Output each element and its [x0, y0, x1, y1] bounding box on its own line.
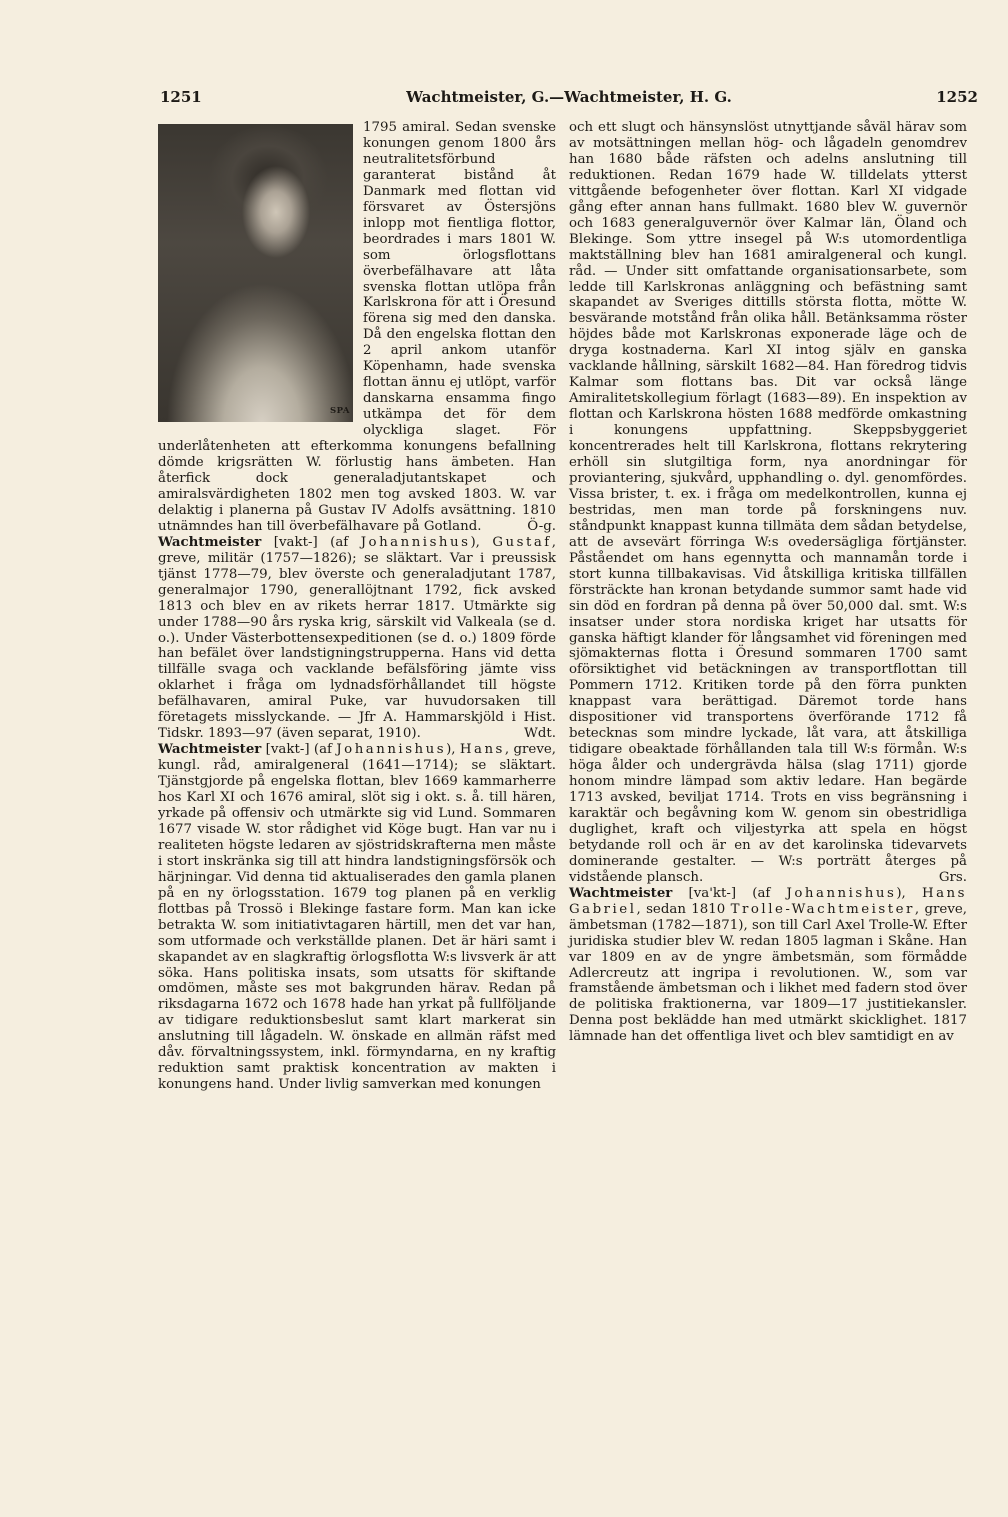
entry-text: , greve, kungl. råd, amiralgeneral (1641—1714); se släktart. Tjänstgjorde på engelska flottan, blev 1669 kammarherre hos Karl XI och 1676 amiral, slöt sig i okt. s. å. till hären, yrkade på offensiv och utmärkte sig vid Lund. Sommaren 1677 visade W. stor rådighet vid Köge bugt. Han var nu i realiteten högste ledaren av sjöstridskrafterna men måste i stort inskränka sig till att hindra landstigningsförsök och härjningar. Vid denna tid aktualiserades den gamla planen på en ny örlogsstation. 1679 tog planen på en verklig flottbas på Trossö i Blekinge fastare form. Man kan icke betrakta W. som initiativtagaren härtill, men det var han, som utformade och verkställde planen. Det är häri samt i skapandet av en slagkraftig örlogsflotta W:s livsverk är att söka. Hans politiska insats, som utsatts för skiftande omdömen, måste ses mot bakgrunden härav. Redan på riksdagarna 1672 och 1678 hade han yrkat på fullföljande av tidigare reduktionsbeslut samt klart markerat sin anslutning till lågadeln. W. önskade en allmän räfst med dåv. förvaltningssystem, inkl. förmyndarna, en ny kraftig reduktion samt praktisk koncentration av makten i konungens hand. Under livlig samverkan med konungen [158, 742, 556, 1093]
entry-wachtmeister-g-continued [158, 120, 556, 535]
entry-wachtmeister-hans-continued [569, 120, 967, 886]
author-signature: Grs. [938, 869, 967, 885]
entry-text: , greve, ämbetsman (1782—1871), son till Carl Axel Trolle-W. Efter juridiska studier blev W. redan 1805 lagman i Skåne. Han var 1809 en av de yngre ämbetsmän, som förmådde Adlercreutz att ingripa i revolutionen. W., som var framstående ämbetsman och i likhet med fadern stod över de politiska fraktionerna, var 1809—17 justitiekansler. Denna post beklädde han med utmärkt skicklighet. 1817 lämnade han det offentliga livet och blev samtidigt en av [569, 901, 967, 1045]
entry-given-name: Hans Gabriel [569, 885, 967, 917]
entry-headword: Wachtmeister [158, 741, 262, 758]
entry-given-name: Gustaf [492, 534, 552, 550]
entry-text: och ett slugt och hänsynslöst utnyttjande såväl härav som av motsättningen mellan hög- och lågadeln genomdrev han 1680 både räfsten och adelns anslutning till reduktionen. Redan 1679 hade W. tilldelats ytterst vittgående befogenheter över flottan. Karl XI vidgade gång efter annan hans fullmakt. 1680 blev W. guvernör och 1683 generalguvernör över Kalmar län, Öland och Blekinge. Som yttre insegel på W:s utomordentliga maktställning blev han 1681 amiralgeneral och kungl. råd. — Under sitt omfattande organisationsarbete, som ledde till Karlskronas anläggning och befästning samt skapandet av Sveriges dittills största flotta, mötte W. besvärande motstånd från olika håll. Betänksamma röster höjdes både mot Karlskronas exponerade läge och de dryga kostnaderna. Karl XI intog själv en ganska vacklande hållning, särskilt 1682—84. Han föredrog tidvis Kalmar som flottans bas. Dit var också länge Amiralitetskollegium förlagt (1683—89). En inspektion av flottan och Karlskrona hösten 1688 medförde omkastning i konungens uppfattning. Skeppsbyggeriet koncentrerades helt till Karlskrona, flottans rekrytering erhöll sin slutgiltiga form, nya anordningar för proviantering, sjukvård, upphandling o. dyl. genomfördes. Vissa brister, t. ex. i fråga om medelkontrollen, kunna ej bestridas, men man torde på forskningens nuv. ståndpunkt knappast kunna tillmäta dem sådan betydelse, att de avsevärt förringa W:s ovedersägliga förtjänster. Påståendet om hans egennytta och mannamån torde i stort kunna tillbakavisas. Vid åtskilliga kritiska tillfällen försträckte han kronan betydande summor samt hade vid sin död en fordran på denna på över 50,000 dal. smt. W:s insatser under stora nordiska kriget har utsatts för ganska häftigt klander för långsamhet vid föreningen med sjömakternas flotta i Öresund sommaren 1700 samt oförsiktighet vid betäckningen av transportflottan till Pommern 1712. Kritiken torde på den förra punkten knappast vara berättigad. Däremot torde hans dispositioner vid transportens överförande 1712 få betecknas som mindre lyckade, låt vara, att åtskilliga tidigare obeaktade förhållanden tala till W:s förmån. W:s höga ålder och undergrävda hälsa (slag 1711) gjorde honom mindre lämpad som aktiv ledare. Han begärde 1713 avsked, beviljat 1714. Trots en viss begränsning i karaktär och begåvning kom W. genom sin obestridliga duglighet, kraft och viljestyrka att spela en högst betydande roll och är en av det karolinska tidevarvets dominerande gestalter. — W:s porträtt återges på vidstående plansch. [569, 120, 967, 885]
entry-wachtmeister-gustaf: Wachtmeister [vakt-] (af Johannishus), Gustaf, greve, militär (1757—1826); se släktart. Var i preussisk tjänst 1778—79, blev överste och generaladjutant 1787, generalmajor 1790, generallöjtnant 1792, fick avsked 1813 och blev en av rikets herrar 1817. Utmärkte sig under 1788—90 års ryska krig, särskilt vid Valkeala (se d. o.). Under Västerbottensexpeditionen (se d. o.) 1809 förde han befälet över landstigningstrupperna. Hans vid detta tillfälle svaga och vacklande befälsföring jämte viss oklarhet i fråga om lydnadsförhållandet till högste befälhavaren, amiral Puke, var huvudorsaken till företagets misslyckande. — Jfr A. Hammarskjöld i Hist. Tidskr. 1893—97 (även separat, 1910). Wdt. [158, 533, 556, 742]
entry-headword: Wachtmeister [158, 533, 262, 550]
entry-given-name: Hans [459, 742, 505, 758]
left-column [158, 120, 556, 1093]
page-number-left: 1251 [160, 88, 202, 106]
entry-text: 1795 amiral. Sedan svenske konungen genom 1800 års neutralitetsförbund garanterat bistånd åt Danmark med flottan vid försvaret av Östersjöns inlopp mot fientliga flottor, beordrades i mars 1801 W. som örlogsflottans överbefälhavare att låta svenska flottan utlöpa från Karlskrona för att i Öresund förena sig med den danska. Då den engelska flottan den 2 april ankom utanför Köpenhamn, hade svenska flottan ännu ej utlöpt, varför danskarna ensamma fingo utkämpa det för dem olyckliga slaget. För underlåtenheten att efterkomma konungens befallning dömde krigsrätten W. förlustig hans ämbeten. Han återfick dock generaladjutantskapet och amiralsvärdigheten 1802 men tog avsked 1803. W. var delaktig i planerna på Gustav IV Adolfs avsättning. 1810 utnämndes han till överbefälhavare på Gotland. [158, 120, 556, 534]
author-signature: Wdt. [524, 726, 556, 742]
page-header [160, 88, 978, 112]
page-number-right: 1252 [936, 88, 978, 106]
entry-wachtmeister-hans-gabriel: Wachtmeister [va'kt-] (af Johannishus), Hans Gabriel, sedan 1810 Trolle-Wachtmeister, greve, ämbetsman (1782—1871), son till Carl Axel Trolle-W. Efter juridiska studier blev W. redan 1805 lagman i Skåne. Han var 1809 en av de yngre ämbetsmän, som förmådde Adlercreutz att ingripa i revolutionen. W., som var framstående ämbetsman och i likhet med fadern stod över de politiska fraktionerna, var 1809—17 justitiekansler. Denna post beklädde han med utmärkt skicklighet. 1817 lämnade han det offentliga livet och blev samtidigt en av [569, 884, 967, 1045]
entry-text: , greve, militär (1757—1826); se släktart. Var i preussisk tjänst 1778—79, blev överste och generaladjutant 1787, generalmajor 1790, generallöjtnant 1792, fick avsked 1813 och blev en av rikets herrar 1817. Utmärkte sig under 1788—90 års ryska krig, särskilt vid Valkeala (se d. o.). Under Västerbottensexpeditionen (se d. o.) 1809 förde han befälet över landstigningstrupperna. Hans vid detta tillfälle svaga och vacklande befälsföring jämte viss oklarhet i fråga om lydnadsförhållandet till högste befälhavaren, amiral Puke, var huvudorsaken till företagets misslyckande. — Jfr A. Hammarskjöld i Hist. Tidskr. 1893—97 (även separat, 1910). [158, 534, 556, 742]
author-signature: Ö-g. [527, 518, 556, 534]
running-title: Wachtmeister, G.—Wachtmeister, H. G. [406, 88, 732, 106]
portrait-image [158, 124, 353, 422]
entry-headword: Wachtmeister [569, 884, 673, 901]
portrait-caption: SPA [329, 406, 350, 417]
entry-wachtmeister-hans: Wachtmeister [vakt-] (af Johannishus), Hans, greve, kungl. råd, amiralgeneral (1641—1714); se släktart. Tjänstgjorde på engelska flottan, blev 1669 kammarherre hos Karl XI och 1676 amiral, slöt sig i okt. s. å. till hären, yrkade på offensiv och utmärkte sig vid Lund. Sommaren 1677 visade W. stor rådighet vid Köge bugt. Han var nu i realiteten högste ledaren av sjöstridskrafterna men måste i stort inskränka sig till att hindra landstigningsförsök och härjningar. Vid denna tid aktualiserades den gamla planen på en ny örlogsstation. 1679 tog planen på en verklig flottbas på Trossö i Blekinge fastare form. Man kan icke betrakta W. som initiativtagaren härtill, men det var han, som utformade och verkställde planen. Det är häri samt i skapandet av en slagkraftig örlogsflotta W:s livsverk är att söka. Hans politiska insats, som utsatts för skiftande omdömen, måste ses mot bakgrunden härav. Redan på riksdagarna 1672 och 1678 hade han yrkat på fullföljande av tidigare reduktionsbeslut samt klart markerat sin anslutning till lågadeln. W. önskade en allmän räfst med dåv. förvaltningssystem, inkl. förmyndarna, en ny kraftig reduktion samt praktisk koncentration av makten i konungens hand. Under livlig samverkan med konungen [158, 741, 556, 1093]
right-column [569, 120, 967, 1045]
